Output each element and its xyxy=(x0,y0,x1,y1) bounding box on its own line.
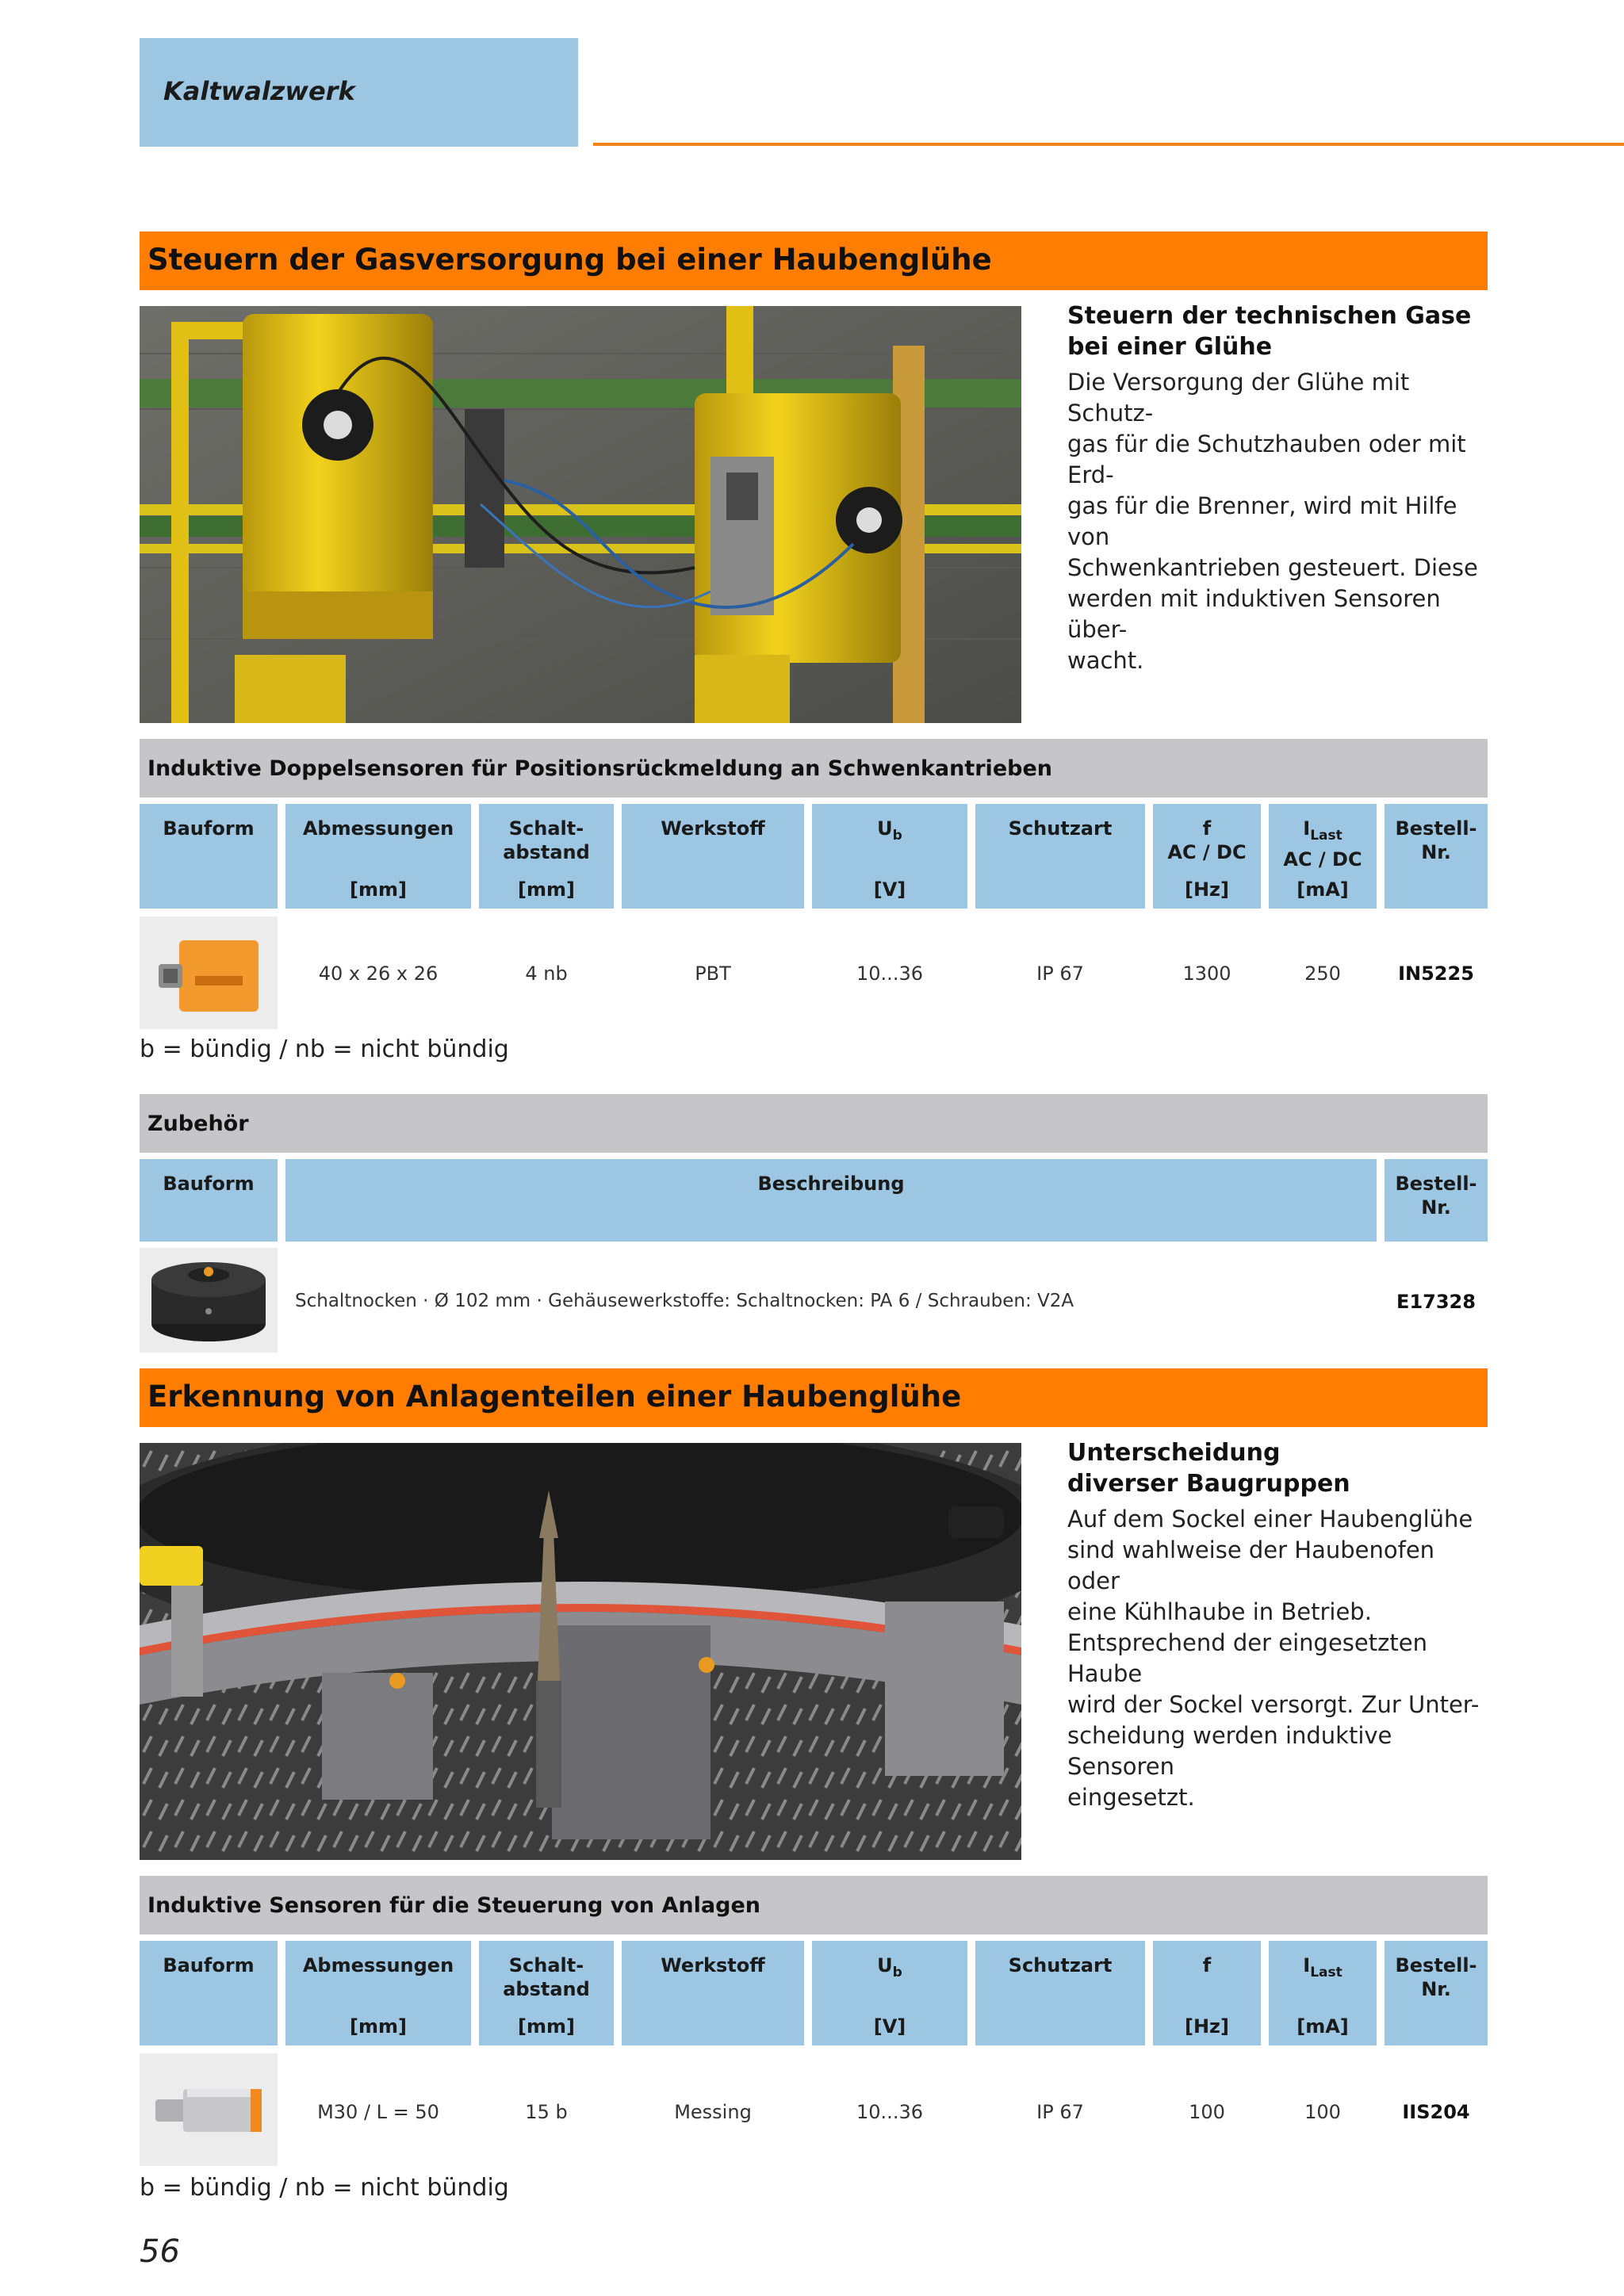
t1-col-abmessungen: Abmessungen [mm] xyxy=(285,804,471,909)
table2-caption: Induktive Sensoren für die Steuerung von Anlagen xyxy=(147,1893,760,1918)
t1-col-schutzart: Schutzart xyxy=(975,804,1145,909)
t1-col-bestellnr: Bestell- Nr. xyxy=(1385,804,1488,909)
gas-supply-photo xyxy=(140,306,1021,723)
header-title: Kaltwalzwerk xyxy=(163,76,355,106)
t2-col-schaltabstand: Schalt- abstand [mm] xyxy=(479,1941,614,2045)
t1-col-ilast: $I_{Last}$ AC / DC [mA] xyxy=(1269,804,1377,909)
t1-col-bauform: Bauform xyxy=(140,804,278,909)
t2-col-bauform: Bauform xyxy=(140,1941,278,2045)
header-rule xyxy=(593,143,1624,146)
t1-col-schaltabstand: Schalt- abstand [mm] xyxy=(479,804,614,909)
t1-col-f: f AC / DC [Hz] xyxy=(1153,804,1261,909)
t1-cell-f: 1300 xyxy=(1182,962,1231,985)
table1-caption: Induktive Doppelsensoren für Positionsrückmeldung an Schwenkantrieben xyxy=(147,756,1052,781)
t1-col-werkstoff: Werkstoff xyxy=(622,804,804,909)
section1-title-bar xyxy=(140,232,1488,290)
section1-side-text: Die Versorgung der Glühe mit Schutz- gas für die Schutzhauben oder mit Erd- gas für die Brenner, wird mit Hilfe von Schwenkantrieben gesteuert. Diese werden mit induktiven Sensoren über- wacht. xyxy=(1067,369,1478,674)
table2-caption-bar xyxy=(140,1876,1488,1934)
t1-cell-schaltabstand: 4 nb xyxy=(525,962,568,985)
zub-col-beschreibung: Beschreibung xyxy=(285,1159,1377,1242)
t1-cell-schutzart: IP 67 xyxy=(1036,962,1084,985)
t1-cell-werkstoff: PBT xyxy=(695,962,731,985)
page-number: 56 xyxy=(140,2233,180,2270)
t2-col-werkstoff: Werkstoff xyxy=(622,1941,804,2045)
t2-col-ilast: $I_{Last}$ [mA] xyxy=(1269,1941,1377,2045)
t2-cell-f: 100 xyxy=(1189,2101,1225,2123)
t1-cell-bestellnr: IN5225 xyxy=(1398,962,1474,985)
section2-title-bar xyxy=(140,1368,1488,1427)
t2-cell-ilast: 100 xyxy=(1304,2101,1341,2123)
product-thumb-in5225 xyxy=(140,916,278,1029)
section2-side-heading: Unterscheidung diverser Baugruppen xyxy=(1067,1439,1350,1498)
t1-cell-abmessungen: 40 x 26 x 26 xyxy=(318,962,439,985)
zub-cell-beschreibung: Schaltnocken · Ø 102 mm · Gehäusewerkstoffe: Schaltnocken: PA 6 / Schrauben: V2A xyxy=(295,1291,1074,1311)
t2-cell-abmessungen: M30 / L = 50 xyxy=(317,2101,439,2123)
t2-cell-bestellnr: IIS204 xyxy=(1402,2101,1470,2123)
zub-col-bestellnr: Bestell- Nr. xyxy=(1385,1159,1488,1242)
section1-title: Steuern der Gasversorgung bei einer Haubenglühe xyxy=(147,243,992,277)
zubehoer-caption-bar xyxy=(140,1094,1488,1153)
section1-side-heading: Steuern der technischen Gase bei einer Glühe xyxy=(1067,302,1472,361)
t1-note: b = bündig / nb = nicht bündig xyxy=(140,1035,509,1063)
t1-cell-ilast: 250 xyxy=(1304,962,1341,985)
product-thumb-e17328 xyxy=(140,1248,278,1353)
t2-cell-schutzart: IP 67 xyxy=(1036,2101,1084,2123)
t2-col-abmessungen: Abmessungen [mm] xyxy=(285,1941,471,2045)
t2-cell-werkstoff: Messing xyxy=(674,2101,752,2123)
product-thumb-iis204 xyxy=(140,2053,278,2166)
t2-cell-ub: 10...36 xyxy=(856,2101,923,2123)
zub-cell-bestellnr: E17328 xyxy=(1396,1291,1476,1313)
t1-cell-ub: 10...36 xyxy=(856,962,923,985)
t2-col-ub: $U_b$ [V] xyxy=(812,1941,967,2045)
table1-caption-bar xyxy=(140,739,1488,798)
t2-col-schutzart: Schutzart xyxy=(975,1941,1145,2045)
section2-title: Erkennung von Anlagenteilen einer Haubenglühe xyxy=(147,1380,962,1414)
zub-col-bauform: Bauform xyxy=(140,1159,278,1242)
section2-side-text: Auf dem Sockel einer Haubenglühe sind wahlweise der Haubenofen oder eine Kühlhaube in Betrieb. Entsprechend der eingesetzten Haube wird der Sockel versorgt. Zur Unter- scheidung werden induktive Sensoren eingesetzt. xyxy=(1067,1506,1480,1811)
t2-col-f: f [Hz] xyxy=(1153,1941,1261,2045)
annealing-base-photo xyxy=(140,1443,1021,1860)
t2-note: b = bündig / nb = nicht bündig xyxy=(140,2174,509,2202)
zubehoer-caption: Zubehör xyxy=(147,1112,249,1136)
t1-col-ub: $U_b$ [V] xyxy=(812,804,967,909)
t2-cell-schaltabstand: 15 b xyxy=(525,2101,568,2123)
t2-col-bestellnr: Bestell- Nr. xyxy=(1385,1941,1488,2045)
